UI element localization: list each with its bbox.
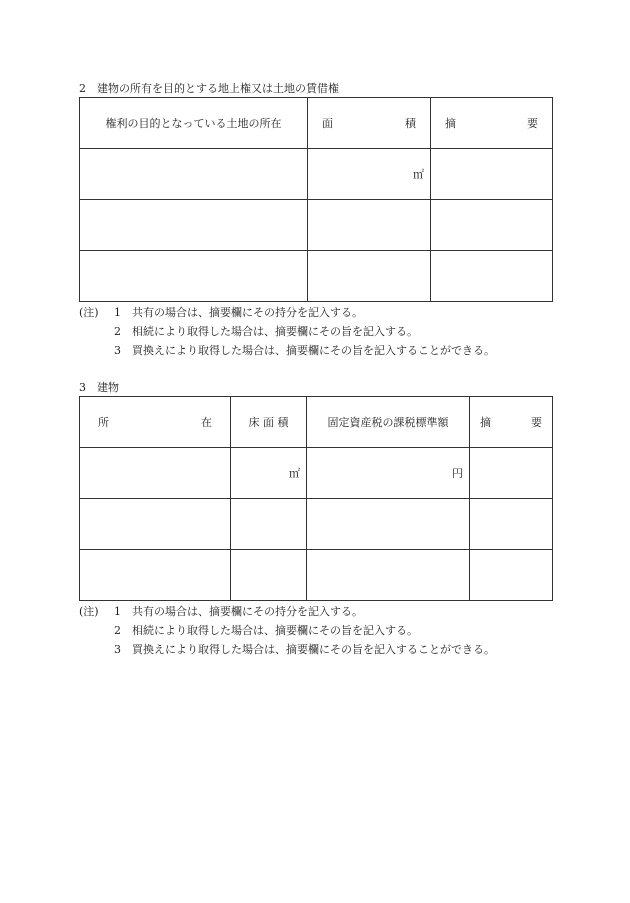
remarks-cell[interactable] xyxy=(470,550,553,601)
header-area-char1: 面 xyxy=(322,117,333,130)
note-number: 2 xyxy=(114,325,121,338)
section3-notes xyxy=(79,602,579,659)
area-cell[interactable] xyxy=(308,149,431,200)
floor-area-cell[interactable] xyxy=(231,448,307,499)
header-floor-area xyxy=(231,397,307,448)
location-cell[interactable] xyxy=(80,448,231,499)
floor-area-cell[interactable] xyxy=(231,499,307,550)
remarks-cell[interactable] xyxy=(431,149,553,200)
table-header-row xyxy=(80,397,553,448)
header-floor-area-label: 床 面 積 xyxy=(248,416,289,429)
header-remarks xyxy=(431,98,553,149)
area-cell[interactable] xyxy=(308,251,431,302)
header-location xyxy=(80,397,231,448)
unit-sqm: ㎡ xyxy=(413,168,424,181)
header-remarks-char1: 摘 xyxy=(480,416,491,429)
area-cell[interactable] xyxy=(308,200,431,251)
header-remarks-char2: 要 xyxy=(527,117,538,130)
note-number: 2 xyxy=(114,624,121,637)
location-cell[interactable] xyxy=(80,200,308,251)
note-number: 3 xyxy=(114,643,121,656)
table-row xyxy=(80,251,553,302)
table-row xyxy=(80,499,553,550)
remarks-cell[interactable] xyxy=(470,448,553,499)
header-location xyxy=(80,98,308,149)
note-text: 相続により取得した場合は、摘要欄にその旨を記入する。 xyxy=(132,325,418,338)
note-item xyxy=(79,640,579,659)
note-item xyxy=(79,602,579,621)
header-tax-value-label: 固定資産税の課税標準額 xyxy=(327,416,449,429)
note-text: 買換えにより取得した場合は、摘要欄にその旨を記入することができる。 xyxy=(132,643,495,656)
note-item xyxy=(79,322,579,341)
section2-notes xyxy=(79,303,579,360)
location-cell[interactable] xyxy=(80,499,231,550)
location-cell[interactable] xyxy=(80,251,308,302)
note-item xyxy=(79,341,579,360)
location-cell[interactable] xyxy=(80,550,231,601)
tax-value-cell[interactable] xyxy=(307,499,470,550)
tax-value-cell[interactable] xyxy=(307,448,470,499)
floor-area-cell[interactable] xyxy=(231,550,307,601)
header-remarks xyxy=(470,397,553,448)
section3-title: 3 建物 xyxy=(79,381,119,394)
header-location-char1: 所 xyxy=(98,416,109,429)
note-number: 1 xyxy=(114,306,121,319)
header-location-char2: 在 xyxy=(201,416,212,429)
remarks-cell[interactable] xyxy=(431,251,553,302)
table-row xyxy=(80,550,553,601)
location-cell[interactable] xyxy=(80,149,308,200)
note-item xyxy=(79,303,579,322)
header-area xyxy=(308,98,431,149)
tax-value-cell[interactable] xyxy=(307,550,470,601)
note-prefix: (注) xyxy=(79,605,99,618)
note-text: 共有の場合は、摘要欄にその持分を記入する。 xyxy=(132,605,363,618)
note-item xyxy=(79,621,579,640)
land-rights-table xyxy=(79,97,553,302)
section2-title: 2 建物の所有を目的とする地上権又は土地の賃借権 xyxy=(79,82,339,95)
note-prefix: (注) xyxy=(79,306,99,319)
table-row xyxy=(80,200,553,251)
unit-sqm: ㎡ xyxy=(289,467,300,480)
header-remarks-char1: 摘 xyxy=(445,117,456,130)
note-text: 相続により取得した場合は、摘要欄にその旨を記入する。 xyxy=(132,624,418,637)
note-text: 共有の場合は、摘要欄にその持分を記入する。 xyxy=(132,306,363,319)
header-location-label: 権利の目的となっている土地の所在 xyxy=(105,117,282,130)
table-header-row xyxy=(80,98,553,149)
remarks-cell[interactable] xyxy=(470,499,553,550)
unit-yen: 円 xyxy=(452,467,463,480)
buildings-table xyxy=(79,396,553,601)
header-remarks-char2: 要 xyxy=(531,416,542,429)
note-number: 1 xyxy=(114,605,121,618)
header-tax-value xyxy=(307,397,470,448)
note-text: 買換えにより取得した場合は、摘要欄にその旨を記入することができる。 xyxy=(132,344,495,357)
table-row xyxy=(80,149,553,200)
table-row xyxy=(80,448,553,499)
header-area-char2: 積 xyxy=(405,117,416,130)
remarks-cell[interactable] xyxy=(431,200,553,251)
note-number: 3 xyxy=(114,344,121,357)
